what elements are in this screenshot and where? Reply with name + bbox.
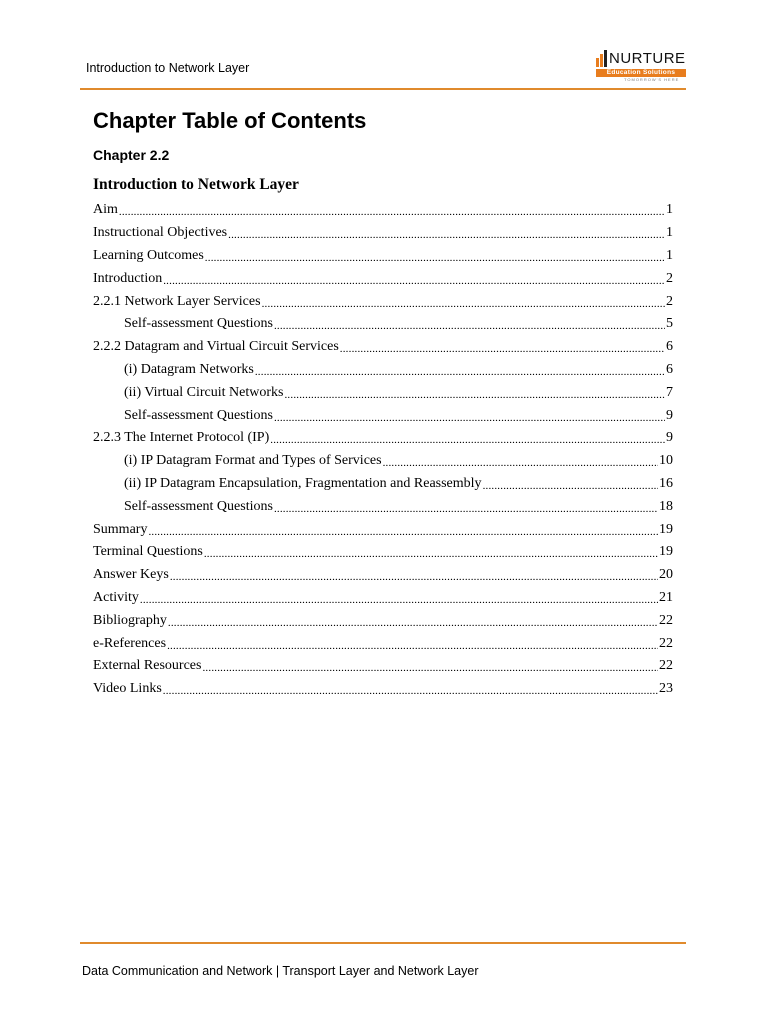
toc-entry-label: Self-assessment Questions	[124, 498, 273, 514]
toc-entry[interactable]	[93, 404, 673, 427]
toc-dot-leader	[204, 546, 658, 562]
logo-wordmark	[596, 48, 692, 67]
toc-entry-page: 9	[666, 430, 673, 446]
logo-subline: TOMORROW'S HERE	[624, 77, 680, 82]
toc-dot-leader	[270, 432, 665, 448]
toc-entry-label: (ii) IP Datagram Encapsulation, Fragmentation and Reassembly	[124, 475, 482, 491]
toc-entry-label: Terminal Questions	[93, 544, 203, 560]
toc-entry[interactable]	[93, 450, 673, 473]
toc-dot-leader	[483, 478, 658, 494]
toc-entry[interactable]	[93, 267, 673, 290]
toc-entry-page: 9	[666, 407, 673, 423]
logo-name: NURTURE	[609, 50, 686, 67]
toc-dot-leader	[170, 569, 658, 585]
toc-entry[interactable]	[93, 381, 673, 404]
toc-entry[interactable]	[93, 655, 673, 678]
section-heading: Introduction to Network Layer	[93, 176, 299, 193]
toc-entry-page: 22	[659, 612, 673, 628]
toc-dot-leader	[274, 410, 665, 426]
toc-entry-label: Bibliography	[93, 612, 167, 628]
toc-entry-page: 2	[666, 270, 673, 286]
toc-entry-label: Self-assessment Questions	[124, 407, 273, 423]
toc-entry[interactable]	[93, 245, 673, 268]
toc-entry-page: 21	[659, 589, 673, 605]
toc-dot-leader	[255, 364, 665, 380]
toc-entry-page: 5	[666, 316, 673, 332]
toc-entry-page: 19	[659, 521, 673, 537]
toc-dot-leader	[163, 683, 658, 699]
chapter-number: Chapter 2.2	[93, 147, 170, 163]
toc-entry[interactable]	[93, 427, 673, 450]
toc-dot-leader	[168, 615, 658, 631]
toc-entry-page: 1	[666, 225, 673, 241]
toc-entry-page: 7	[666, 384, 673, 400]
toc-entry-label: (i) IP Datagram Format and Types of Services	[124, 453, 382, 469]
toc-entry[interactable]	[93, 632, 673, 655]
toc-entry-page: 1	[666, 202, 673, 218]
toc-entry-page: 6	[666, 361, 673, 377]
toc-entry-page: 18	[659, 498, 673, 514]
toc-entry[interactable]	[93, 313, 673, 336]
toc-entry[interactable]	[93, 290, 673, 313]
toc-entry-page: 6	[666, 339, 673, 355]
toc-dot-leader	[383, 455, 658, 471]
toc-entry-label: Instructional Objectives	[93, 225, 228, 241]
toc-entry-label: 2.2.3 The Internet Protocol (IP)	[93, 430, 270, 446]
logo-bars-icon	[596, 50, 608, 67]
toc-entry-label: e-References	[93, 635, 167, 651]
toc-dot-leader	[262, 296, 665, 312]
toc-entry-page: 10	[659, 453, 673, 469]
toc-dot-leader	[205, 250, 665, 266]
toc-entry-label: Introduction	[93, 270, 163, 286]
toc-entry-page: 20	[659, 567, 673, 583]
toc-entry-page: 23	[659, 681, 673, 697]
toc-entry-label: Activity	[93, 589, 139, 605]
toc-dot-leader	[274, 501, 658, 517]
footer-divider	[80, 942, 686, 944]
toc-entry-label: External Resources	[93, 658, 202, 674]
header-divider	[80, 88, 686, 90]
toc-entry-page: 19	[659, 544, 673, 560]
nurture-logo	[596, 48, 692, 88]
toc-entry-page: 1	[666, 247, 673, 263]
table-of-contents	[93, 199, 673, 701]
toc-entry-label: 2.2.1 Network Layer Services	[93, 293, 261, 309]
toc-dot-leader	[140, 592, 658, 608]
toc-entry-label: Summary	[93, 521, 148, 537]
toc-dot-leader	[167, 638, 658, 654]
toc-entry[interactable]	[93, 222, 673, 245]
toc-entry-label: Answer Keys	[93, 567, 169, 583]
toc-dot-leader	[148, 524, 658, 540]
toc-entry[interactable]	[93, 336, 673, 359]
page-title: Chapter Table of Contents	[93, 108, 367, 133]
toc-entry-page: 22	[659, 658, 673, 674]
toc-dot-leader	[340, 341, 665, 357]
toc-entry-label: Video Links	[93, 681, 162, 697]
toc-dot-leader	[119, 204, 665, 220]
header-title: Introduction to Network Layer	[86, 61, 250, 75]
toc-entry[interactable]	[93, 678, 673, 701]
toc-entry-label: (ii) Virtual Circuit Networks	[124, 384, 284, 400]
toc-entry-label: 2.2.2 Datagram and Virtual Circuit Services	[93, 339, 339, 355]
toc-entry[interactable]	[93, 518, 673, 541]
toc-entry[interactable]	[93, 359, 673, 382]
toc-dot-leader	[163, 273, 665, 289]
toc-entry[interactable]	[93, 495, 673, 518]
toc-dot-leader	[202, 660, 658, 676]
footer-text: Data Communication and Network | Transport Layer and Network Layer	[82, 964, 479, 978]
toc-dot-leader	[274, 318, 665, 334]
toc-entry[interactable]	[93, 587, 673, 610]
toc-entry-page: 22	[659, 635, 673, 651]
toc-entry-label: Aim	[93, 202, 118, 218]
toc-entry[interactable]	[93, 564, 673, 587]
toc-entry[interactable]	[93, 473, 673, 496]
logo-tagline: Education Solutions	[596, 69, 686, 77]
toc-dot-leader	[284, 387, 665, 403]
toc-entry-label: Learning Outcomes	[93, 247, 204, 263]
toc-entry[interactable]	[93, 541, 673, 564]
toc-entry-page: 16	[659, 475, 673, 491]
toc-dot-leader	[228, 227, 665, 243]
toc-entry-page: 2	[666, 293, 673, 309]
toc-entry[interactable]	[93, 609, 673, 632]
toc-entry-label: Self-assessment Questions	[124, 316, 273, 332]
toc-entry-label: (i) Datagram Networks	[124, 361, 254, 377]
toc-entry[interactable]	[93, 199, 673, 222]
